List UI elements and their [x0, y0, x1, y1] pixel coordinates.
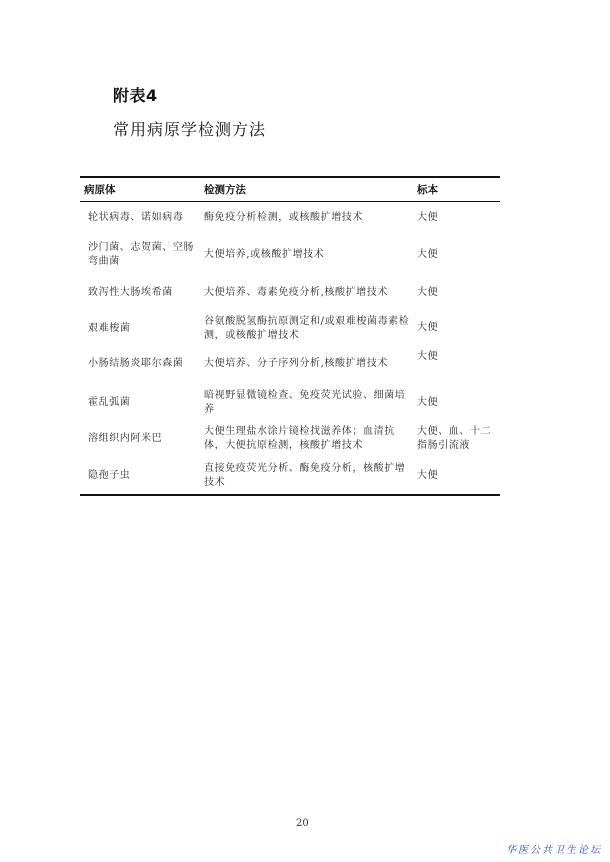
cell-specimen: 大便: [417, 322, 439, 333]
cell-pathogen: 轮状病毒、诺如病毒: [88, 212, 184, 223]
cell-method: 大便培养、分子序列分析,核酸扩增技术: [204, 358, 388, 369]
cell-specimen: 大便: [417, 351, 439, 362]
table-bottom-rule: [80, 494, 500, 496]
table-top-rule: [80, 176, 500, 178]
cell-method: 酶免疫分析检测，或核酸扩增技术: [204, 212, 363, 223]
header-method: 检测方法: [204, 184, 246, 196]
cell-pathogen: 隐孢子虫: [88, 470, 131, 481]
cell-specimen: 大便: [417, 470, 439, 481]
cell-pathogen: 艰难梭菌: [88, 323, 131, 334]
cell-specimen: 大便: [417, 287, 439, 298]
cell-method: 大便培养、毒素免疫分析,核酸扩增技术: [204, 287, 388, 298]
cell-method: 直接免疫荧光分析、酶免疫分析，核酸扩增技术: [204, 463, 406, 488]
header-specimen: 标本: [417, 184, 438, 196]
cell-specimen: 大便: [417, 212, 439, 223]
cell-method: 大便生理盐水涂片镜检找滋养体；血清抗体，大便抗原检测，核酸扩增技术: [204, 426, 395, 451]
appendix-heading: 附表4: [113, 86, 158, 105]
header-pathogen: 病原体: [84, 184, 116, 196]
cell-specimen: 大便、血、十二指肠引流液: [417, 426, 492, 451]
cell-pathogen: 溶组织内阿米巴: [88, 433, 163, 444]
cell-method: 暗视野显微镜检查、免疫荧光试验、细菌培养: [204, 390, 406, 415]
cell-specimen: 大便: [417, 397, 439, 408]
cell-method: 大便培养,或核酸扩增技术: [204, 249, 325, 260]
table-title: 常用病原学检测方法: [113, 120, 267, 139]
page-number: 20: [296, 818, 309, 829]
cell-specimen: 大便: [417, 249, 439, 260]
cell-pathogen: 致泻性大肠埃希菌: [88, 287, 173, 298]
watermark: 华医公共卫生论坛: [506, 845, 602, 856]
cell-method: 谷氨酸脱氢酶抗原测定和/或艰难梭菌毒素检测，或核酸扩增技术: [204, 316, 410, 341]
table-header-rule: [80, 201, 500, 202]
cell-pathogen: 霍乱弧菌: [88, 397, 131, 408]
cell-pathogen: 小肠结肠炎耶尔森菌: [88, 358, 184, 369]
cell-pathogen: 沙门菌、志贺菌、空肠弯曲菌: [88, 242, 194, 267]
